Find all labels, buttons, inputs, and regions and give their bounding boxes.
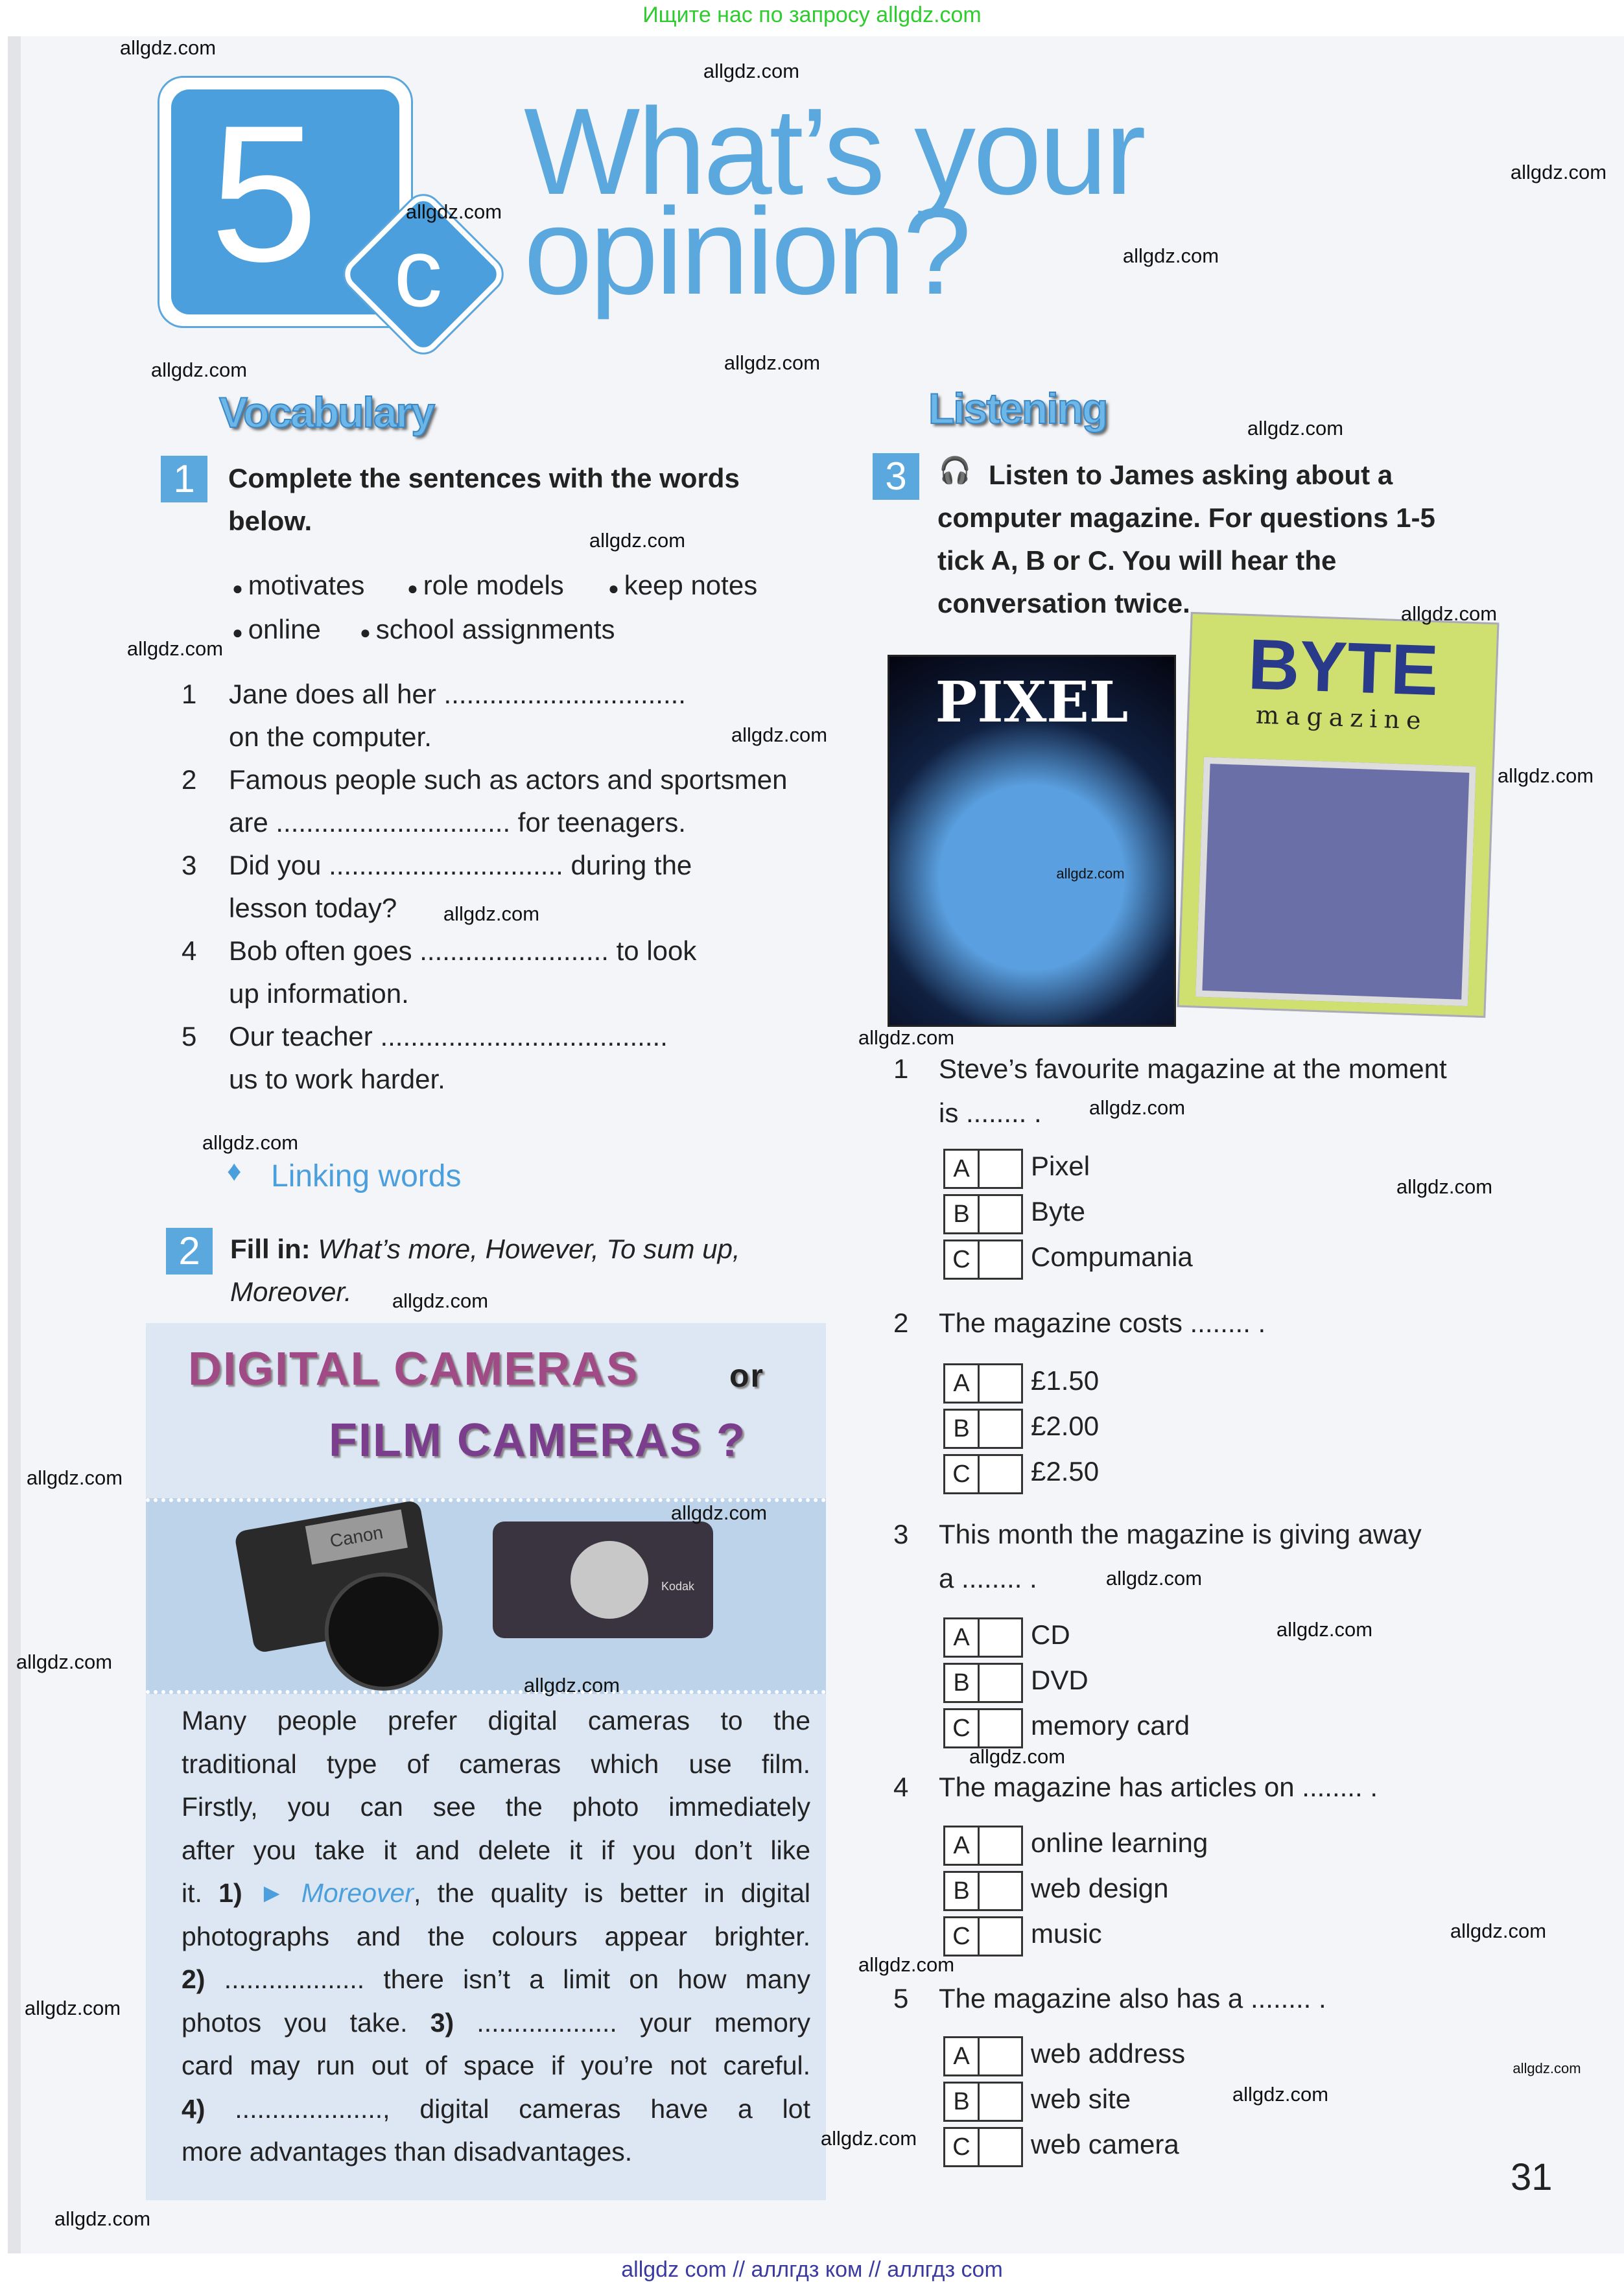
watermark-text: allgdz.com xyxy=(16,1651,113,1673)
ex1-instruction: Complete the sentences with the words xyxy=(228,463,740,493)
watermark-text: allgdz.com xyxy=(589,529,686,552)
watermark-text: allgdz.com xyxy=(26,1466,123,1489)
article-text: ................... there isn’t a limit on how many xyxy=(205,1964,810,1994)
article-line: Many people prefer digital cameras to the xyxy=(182,1706,810,1735)
linking-words-heading: Linking words xyxy=(271,1159,462,1193)
item-number: 4 xyxy=(182,935,197,966)
item-number: 1 xyxy=(182,679,197,709)
option-label: web design xyxy=(1031,1873,1169,1903)
answer-checkbox-a[interactable] xyxy=(943,2036,1023,2076)
lens-icon xyxy=(571,1541,648,1619)
word-option xyxy=(232,569,364,605)
option-letter: C xyxy=(945,1710,980,1746)
word-option xyxy=(608,569,757,605)
vocabulary-heading: Vocabulary xyxy=(219,388,434,436)
gap-number: 4) xyxy=(182,2093,206,2124)
question-text: a ........ . xyxy=(939,1563,1037,1593)
sentence-line: lesson today? xyxy=(229,893,397,923)
linking-options-2: Moreover. xyxy=(230,1276,352,1307)
question-text: The magazine has articles on ........ . xyxy=(939,1772,1378,1802)
watermark-text: allgdz.com xyxy=(820,2127,917,2150)
question-number: 4 xyxy=(893,1772,909,1802)
option-letter: A xyxy=(945,1619,980,1656)
byte-magazine-subtitle: magazine xyxy=(1255,700,1428,735)
watermark-text: allgdz.com xyxy=(119,36,217,59)
option-label: Pixel xyxy=(1031,1151,1090,1181)
watermark-text: allgdz.com xyxy=(969,1745,1066,1768)
watermark-text: allgdz.com xyxy=(1512,2060,1581,2076)
option-letter: C xyxy=(945,2129,980,2165)
option-label: web address xyxy=(1031,2038,1186,2069)
watermark-text: allgdz.com xyxy=(703,60,800,82)
lesson-letter: c xyxy=(394,218,443,327)
ex3-instruction-line: computer magazine. For questions 1-5 xyxy=(937,502,1435,533)
sentence-line: Jane does all her ................................ xyxy=(229,679,686,709)
article-line: card may run out of space if you’re not careful. xyxy=(182,2050,810,2080)
watermark-text: allgdz.com xyxy=(858,1026,955,1049)
option-letter: A xyxy=(945,1365,980,1402)
word-label: motivates xyxy=(248,570,365,600)
byte-magazine-cover xyxy=(1177,612,1500,1018)
watermark-text: allgdz.com xyxy=(858,1953,955,1976)
article-body xyxy=(182,1699,810,2174)
linking-options: What’s more, However, To sum up, xyxy=(318,1234,740,1264)
gap-number: 2) xyxy=(182,1964,206,1994)
option-label: £2.50 xyxy=(1031,1456,1100,1486)
watermark-text: allgdz.com xyxy=(1400,602,1498,625)
watermark-text: allgdz.com xyxy=(1122,244,1219,267)
watermark-text: allgdz.com xyxy=(1247,417,1344,440)
option-label: Compumania xyxy=(1031,1241,1193,1272)
diamond-bullet-icon: ♦ xyxy=(227,1155,242,1187)
fill-in-label: Fill in: xyxy=(230,1234,311,1264)
article-line: after you take it and delete it if you don’t like xyxy=(182,1835,810,1865)
watermark-text: allgdz.com xyxy=(1497,764,1594,787)
option-letter: A xyxy=(945,2038,980,2074)
option-label: Byte xyxy=(1031,1196,1086,1227)
word-label: online xyxy=(248,614,321,644)
gap-number: 3) xyxy=(430,2007,454,2038)
option-letter: B xyxy=(945,1411,980,1447)
pixel-magazine-title: PIXEL xyxy=(935,670,1129,735)
option-label: CD xyxy=(1031,1619,1070,1650)
watermark-text: allgdz.com xyxy=(24,1997,121,2019)
sentence-line: Our teacher ...................................... xyxy=(229,1021,668,1052)
option-label: web site xyxy=(1031,2084,1131,2114)
camera-brand-label: Kodak xyxy=(661,1580,695,1593)
question-text: Steve’s favourite magazine at the moment xyxy=(939,1053,1447,1084)
article-line: photographs and the colours appear brighter. xyxy=(182,1921,810,1951)
bullet-icon: ● xyxy=(407,578,423,598)
page-number: 31 xyxy=(1511,2156,1553,2198)
ex1-instruction-2: below. xyxy=(228,506,312,536)
watermark-text: allgdz.com xyxy=(1089,1096,1186,1119)
option-label: online learning xyxy=(1031,1827,1208,1858)
option-label: DVD xyxy=(1031,1665,1089,1695)
watermark-text: allgdz.com xyxy=(1056,865,1125,882)
watermark-text: allgdz.com xyxy=(54,2207,151,2230)
option-letter: C xyxy=(945,1918,980,1955)
sentence-line: us to work harder. xyxy=(229,1064,445,1094)
arrow-icon: ► xyxy=(242,1878,301,1908)
sentence-line: up information. xyxy=(229,978,409,1009)
watermark-text: allgdz.com xyxy=(1450,1920,1547,1942)
answer-checkbox-b[interactable] xyxy=(943,1409,1023,1449)
watermark-text: allgdz.com xyxy=(523,1674,620,1697)
bullet-icon: ● xyxy=(360,622,376,642)
watermark-text: allgdz.com xyxy=(443,902,540,925)
answer-checkbox-c[interactable] xyxy=(943,1239,1023,1280)
bullet-icon: ● xyxy=(232,578,248,598)
ex3-instruction-line: tick A, B or C. You will hear the xyxy=(937,545,1337,576)
option-label: £2.00 xyxy=(1031,1411,1100,1441)
word-label: role models xyxy=(423,570,564,600)
option-letter: B xyxy=(945,1665,980,1701)
film-camera-image xyxy=(234,1499,441,1653)
watermark-text: allgdz.com xyxy=(1276,1618,1373,1641)
answer-checkbox-c[interactable] xyxy=(943,1916,1023,1956)
answer-checkbox-b[interactable] xyxy=(943,1871,1023,1911)
lens-icon xyxy=(315,1563,452,1700)
article-line: traditional type of cameras which use film. xyxy=(182,1748,810,1779)
item-number: 2 xyxy=(182,764,197,795)
word-option xyxy=(407,569,564,605)
sentence-line: are ............................... for teenagers. xyxy=(229,807,686,838)
article-text: , the quality is better in digital xyxy=(413,1878,810,1908)
question-text: The magazine costs ........ . xyxy=(939,1308,1266,1338)
headphones-icon: 🎧 xyxy=(939,456,971,485)
word-option xyxy=(232,613,321,650)
gap-number: 1) xyxy=(218,1878,242,1908)
word-label: school assignments xyxy=(375,614,615,644)
word-option xyxy=(360,613,615,650)
ex3-instruction-line: Listen to James asking about a xyxy=(989,460,1393,490)
article-line xyxy=(182,1958,810,2001)
item-number: 3 xyxy=(182,850,197,880)
exercise-3-badge: 3 xyxy=(873,453,919,500)
option-letter: C xyxy=(945,1456,980,1492)
watermark-text: allgdz.com xyxy=(731,723,828,746)
option-label: memory card xyxy=(1031,1710,1190,1741)
watermark-text: allgdz.com xyxy=(392,1289,489,1312)
question-text: This month the magazine is giving away xyxy=(939,1519,1422,1549)
answer-checkbox-c[interactable] xyxy=(943,1708,1023,1748)
article-line: Firstly, you can see the photo immediately xyxy=(182,1792,810,1822)
article-card xyxy=(146,1323,826,2200)
option-letter: A xyxy=(945,1827,980,1864)
article-text: photos you take. xyxy=(182,2007,430,2038)
option-label: music xyxy=(1031,1918,1102,1949)
sentence-line: Bob often goes ......................... to look xyxy=(229,935,697,966)
example-answer: Moreover xyxy=(301,1878,414,1908)
byte-magazine-title: BYTE xyxy=(1247,624,1440,711)
article-title-line2: FILM CAMERAS ? xyxy=(329,1415,746,1466)
item-number: 5 xyxy=(182,1021,197,1052)
option-letter: C xyxy=(945,1241,980,1278)
question-number: 1 xyxy=(893,1053,909,1084)
bullet-icon: ● xyxy=(608,578,624,598)
exercise-1-badge: 1 xyxy=(161,456,207,502)
question-number: 3 xyxy=(893,1519,909,1549)
ex3-instruction-line: conversation twice. xyxy=(937,588,1190,618)
answer-checkbox-b[interactable] xyxy=(943,1194,1023,1234)
pixel-magazine-cover xyxy=(888,655,1176,1027)
option-letter: B xyxy=(945,1873,980,1909)
article-text: ...................., digital cameras have a lot xyxy=(205,2093,810,2124)
answer-checkbox-b[interactable] xyxy=(943,1663,1023,1703)
page-title-line2: opinion? xyxy=(524,183,969,320)
watermark-text: allgdz.com xyxy=(150,358,248,381)
article-line xyxy=(182,1872,810,1915)
answer-checkbox-a[interactable] xyxy=(943,1363,1023,1404)
cover-image xyxy=(1195,757,1476,1006)
article-title-line1: DIGITAL CAMERAS xyxy=(188,1343,639,1395)
watermark-text: allgdz.com xyxy=(126,637,224,660)
answer-checkbox-c[interactable] xyxy=(943,1454,1023,1494)
watermark-text: allgdz.com xyxy=(1232,2083,1329,2106)
article-title-or: or xyxy=(729,1357,764,1394)
article-text: ................... your memory xyxy=(454,2007,810,2038)
watermark-text: allgdz.com xyxy=(1105,1567,1203,1590)
answer-checkbox-a[interactable] xyxy=(943,1149,1023,1189)
digital-camera-image xyxy=(493,1521,713,1638)
question-number: 5 xyxy=(893,1983,909,2014)
article-line xyxy=(182,2001,810,2045)
watermark-text: allgdz.com xyxy=(405,200,502,223)
sentence-line: on the computer. xyxy=(229,722,432,752)
watermark-text: allgdz.com xyxy=(724,351,821,374)
option-letter: B xyxy=(945,2084,980,2120)
article-text: it. xyxy=(182,1878,219,1908)
question-text: The magazine also has a ........ . xyxy=(939,1983,1326,2014)
page-title-line1: What’s your xyxy=(524,83,1144,220)
answer-checkbox-a[interactable] xyxy=(943,1617,1023,1658)
option-letter: A xyxy=(945,1151,980,1187)
question-text: is ........ . xyxy=(939,1098,1042,1128)
word-label: keep notes xyxy=(624,570,758,600)
exercise-2-badge: 2 xyxy=(166,1228,213,1275)
watermark-text: allgdz.com xyxy=(1510,161,1607,183)
watermark-text: allgdz.com xyxy=(670,1501,768,1524)
camera-brand-label: Canon xyxy=(305,1509,408,1564)
sentence-line: Did you ............................... during the xyxy=(229,850,692,880)
question-number: 2 xyxy=(893,1308,909,1338)
search-banner[interactable]: Ищите нас по запросу allgdz.com xyxy=(642,3,982,27)
watermark-text: allgdz.com xyxy=(202,1131,299,1154)
sentence-line: Famous people such as actors and sportsmen xyxy=(229,764,788,795)
answer-checkbox-a[interactable] xyxy=(943,1826,1023,1866)
listening-heading: Listening xyxy=(928,384,1107,432)
option-label: web camera xyxy=(1031,2129,1179,2159)
option-label: £1.50 xyxy=(1031,1365,1100,1396)
camera-photo-strip xyxy=(146,1498,826,1694)
watermark-text: allgdz.com xyxy=(1396,1175,1493,1198)
footer-links[interactable]: allgdz com // аллгдз ком // аллгдз com xyxy=(621,2257,1003,2282)
article-line xyxy=(182,2087,810,2131)
article-line: more advantages than disadvantages. xyxy=(182,2137,633,2167)
option-letter: B xyxy=(945,1196,980,1232)
unit-number: 5 xyxy=(210,84,318,302)
bullet-icon: ● xyxy=(232,622,248,642)
answer-checkbox-b[interactable] xyxy=(943,2082,1023,2122)
answer-checkbox-c[interactable] xyxy=(943,2127,1023,2167)
